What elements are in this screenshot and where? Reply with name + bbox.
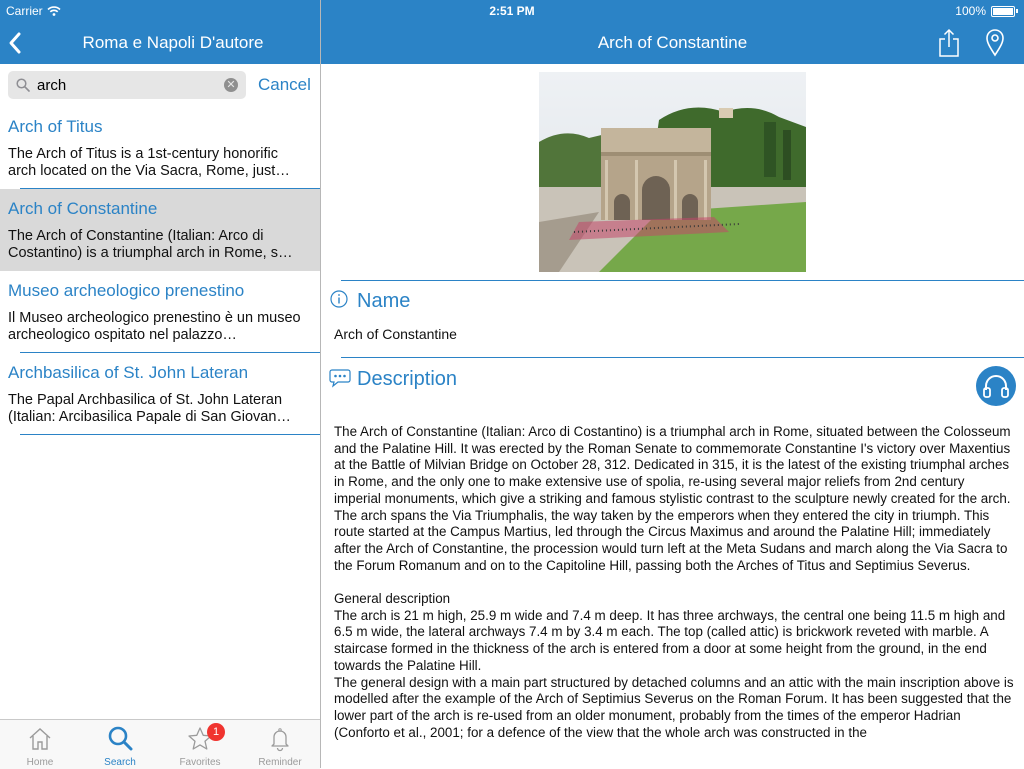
bell-icon	[266, 725, 294, 753]
result-row[interactable]	[0, 107, 320, 189]
search-input[interactable]: arch	[37, 77, 67, 94]
description-heading: Description	[357, 368, 458, 390]
split-divider	[320, 0, 321, 768]
name-value: Arch of Constantine	[334, 326, 457, 342]
battery-tip	[1016, 9, 1018, 13]
battery-percent: 100%	[955, 4, 986, 18]
tab-bar	[0, 719, 320, 769]
detail-title: Arch of Constantine	[597, 33, 748, 52]
master-nav-bar	[0, 22, 320, 64]
home-icon	[26, 725, 54, 753]
share-button[interactable]	[937, 28, 961, 63]
result-title: Archbasilica of St. John Lateran	[8, 363, 249, 382]
tab-label: Home	[26, 757, 54, 768]
detail-pane	[321, 0, 1024, 768]
status-bar	[0, 0, 1024, 22]
carrier-label: Carrier	[6, 4, 43, 18]
search-icon	[16, 78, 30, 92]
location-pin-icon	[985, 28, 1005, 58]
result-title: Arch of Constantine	[8, 199, 158, 218]
result-row[interactable]	[0, 353, 320, 435]
tab-label: Reminder	[258, 757, 302, 768]
tab-home[interactable]	[0, 720, 80, 769]
detail-nav-bar	[321, 22, 1024, 64]
description-text	[334, 424, 1014, 741]
tab-favorites[interactable]	[160, 720, 240, 769]
battery-icon	[991, 6, 1015, 17]
tab-label: Favorites	[179, 757, 221, 768]
result-description: The Arch of Titus is a 1st-century honorific arch located on the Via Sacra, Rome, just…	[8, 146, 290, 179]
search-results-list	[0, 107, 320, 435]
section-divider	[341, 280, 1024, 281]
section-divider	[341, 357, 1024, 358]
headphones-icon	[982, 373, 1010, 399]
map-location-button[interactable]	[985, 28, 1005, 63]
result-description: Il Museo archeologico prenestino è un museo archeologico ospitato nel palazzo…	[8, 310, 301, 343]
speech-bubble-icon	[329, 368, 351, 388]
cancel-button[interactable]: Cancel	[258, 75, 311, 94]
result-title: Arch of Titus	[8, 117, 103, 136]
result-description: The Papal Archbasilica of St. John Lateran (Italian: Arcibasilica Papale di San Giovan…	[8, 392, 291, 425]
row-separator	[20, 434, 320, 435]
result-title: Museo archeologico prenestino	[8, 281, 245, 300]
clear-icon[interactable]: ✕	[224, 78, 238, 92]
result-description: The Arch of Constantine (Italian: Arco di Costantino) is a triumphal arch in Rome, s…	[8, 228, 293, 261]
status-time: 2:51 PM	[489, 4, 535, 18]
tab-search[interactable]	[80, 720, 160, 769]
name-heading: Name	[357, 290, 411, 312]
description-paragraph: The general design with a main part structured by detached columns and an attic with the main inscription above is modelled after the example of the Arch of Septimius Severus on the Roman Forum. It has been suggested that the lower part of the arch is re-used from an older monument, probably from the times of the emperor Hadrian (Conforto et al., 2001; for a defence of the view that the whole arch was constructed in the	[334, 674, 1014, 740]
master-title: Roma e Napoli D'autore	[82, 33, 264, 52]
audio-guide-button[interactable]	[976, 366, 1016, 406]
description-paragraph: The arch is 21 m high, 25.9 m wide and 7.4 m deep. It has three archways, the central one being 11.5 m high and 6.5 m wide, the lateral archways 7.4 m by 3.4 m each. The top (called attic) is brickwork reveted with marble. A staircase formed in the thickness of the arch is entered from a door at some height from the ground, in the end towards the Palatine Hill.	[334, 607, 1006, 673]
share-icon	[937, 28, 961, 58]
tab-label: Search	[104, 757, 136, 768]
search-icon	[106, 725, 134, 753]
info-icon	[330, 290, 348, 308]
search-bar	[0, 64, 320, 106]
description-paragraph: The arch spans the Via Triumphalis, the way taken by the emperors when they entered the city in triumph. This route started at the Campus Martius, led through the Circus Maximus and around the Palatine Hill; immediately after the Arch of Constantine, the procession would turn left at the Meta Sudans and march along the Via Sacra to the Forum Romanum and on to the Capitoline Hill, passing both the Arches of Titus and Septimius Severus.	[334, 507, 1008, 573]
tab-reminder[interactable]	[240, 720, 320, 769]
search-field[interactable]	[8, 71, 246, 99]
description-subheading: General description	[334, 591, 451, 607]
description-paragraph: The Arch of Constantine (Italian: Arco di Costantino) is a triumphal arch in Rome, situated between the Colosseum and the Palatine Hill. It was erected by the Roman Senate to commemorate Constantine I's victory over Maxentius at the Battle of Milvian Bridge on October 28, 312. Dedicated in 315, it is the latest of the existing triumphal arches in Rome, and the only one to make extensive use of spolia, re-using several major reliefs from 2nd century imperial monuments, which give a striking and famous stylistic contrast to the sculpture newly created for the arch.	[334, 424, 1011, 506]
result-row[interactable]	[0, 271, 320, 353]
battery-indicator	[955, 4, 1018, 18]
paragraph-gap	[334, 574, 1014, 591]
chevron-left-icon	[8, 31, 22, 55]
master-pane	[0, 0, 320, 768]
landmark-photo	[539, 72, 806, 272]
result-row-selected[interactable]	[0, 189, 320, 271]
favorites-badge: 1	[207, 723, 225, 741]
